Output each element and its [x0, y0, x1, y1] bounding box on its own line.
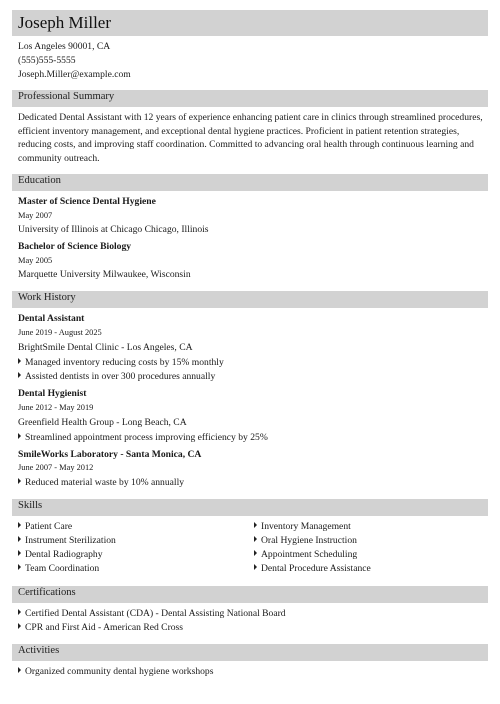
certification-item — [18, 608, 286, 619]
job-bullet — [18, 477, 184, 488]
bullet-icon — [18, 667, 21, 673]
degree-date: May 2007 — [18, 211, 53, 220]
bullet-icon — [254, 522, 257, 528]
skills-heading: Skills — [18, 500, 43, 511]
job-dates: June 2012 - May 2019 — [18, 403, 94, 412]
candidate-name: Joseph Miller — [18, 13, 112, 32]
skill-item — [254, 563, 371, 574]
activities-header — [12, 644, 488, 661]
skill-item — [18, 549, 103, 560]
bullet-icon — [18, 522, 21, 528]
bullet-icon — [18, 550, 21, 556]
skill-item — [254, 521, 351, 532]
degree-date: May 2005 — [18, 256, 53, 265]
bullet-icon — [18, 358, 21, 364]
job-bullet-text: Streamlined appointment process improving efficiency by 25% — [25, 432, 268, 443]
skill-text: Patient Care — [25, 521, 73, 532]
bullet-icon — [254, 550, 257, 556]
skill-item — [254, 549, 357, 560]
degree-title: Bachelor of Science Biology — [18, 241, 132, 252]
job-company: BrightSmile Dental Clinic - Los Angeles, CA — [18, 342, 193, 353]
job-bullet-text: Assisted dentists in over 300 procedures annually — [25, 371, 216, 382]
skills-header — [12, 499, 488, 516]
job-bullet — [18, 371, 215, 382]
skill-text: Oral Hygiene Instruction — [261, 535, 357, 546]
education-header — [12, 174, 488, 191]
certification-text: CPR and First Aid - American Red Cross — [25, 622, 184, 633]
bullet-icon — [18, 564, 21, 570]
bullet-icon — [18, 623, 21, 629]
certification-item — [18, 622, 183, 633]
activity-text: Organized community dental hygiene workshops — [25, 666, 214, 677]
skill-item — [18, 535, 116, 546]
degree-title: Master of Science Dental Hygiene — [18, 196, 156, 207]
job-title: Dental Assistant — [18, 313, 85, 324]
job-bullet — [18, 357, 224, 368]
school-name: University of Illinois at Chicago Chicago, Illinois — [18, 224, 209, 235]
skill-item — [254, 535, 357, 546]
contact-address: Los Angeles 90001, CA — [18, 41, 111, 52]
activities-heading: Activities — [18, 645, 60, 656]
work-header — [12, 291, 488, 308]
job-company: Greenfield Health Group - Long Beach, CA — [18, 417, 187, 428]
skill-text: Inventory Management — [261, 521, 351, 532]
name-header — [12, 10, 488, 36]
skill-text: Instrument Sterilization — [25, 535, 116, 546]
bullet-icon — [18, 433, 21, 439]
work-heading: Work History — [18, 292, 76, 303]
skill-text: Dental Procedure Assistance — [261, 563, 371, 574]
certifications-heading: Certifications — [18, 587, 76, 598]
summary-heading: Professional Summary — [18, 91, 115, 102]
summary-text: Dedicated Dental Assistant with 12 years of experience enhancing patient care in clinics through streamlined procedures, efficient inventory management, and exceptional dental hygiene practices. Proficient in patient retention strategies, reducing costs, and improving staff coordination. Committed to advancing oral health through continuous learning and community outreach. — [18, 112, 483, 164]
summary-header — [12, 90, 488, 107]
job-title: SmileWorks Laboratory - Santa Monica, CA — [18, 449, 202, 460]
bullet-icon — [18, 478, 21, 484]
skill-item — [18, 521, 72, 532]
skill-text: Appointment Scheduling — [261, 549, 358, 560]
bullet-icon — [18, 536, 21, 542]
bullet-icon — [254, 564, 257, 570]
education-heading: Education — [18, 175, 61, 186]
skill-text: Team Coordination — [25, 563, 100, 574]
job-title: Dental Hygienist — [18, 388, 87, 399]
job-dates: June 2019 - August 2025 — [18, 328, 102, 337]
job-bullet-text: Managed inventory reducing costs by 15% monthly — [25, 357, 224, 368]
job-bullet — [18, 432, 268, 443]
skill-item — [18, 563, 99, 574]
contact-email[interactable]: Joseph.Miller@example.com — [18, 69, 131, 80]
job-bullet-text: Reduced material waste by 10% annually — [25, 477, 185, 488]
job-dates: June 2007 - May 2012 — [18, 463, 94, 472]
certifications-header — [12, 586, 488, 603]
school-name: Marquette University Milwaukee, Wisconsin — [18, 269, 191, 280]
skill-text: Dental Radiography — [25, 549, 103, 560]
contact-phone: (555)555-5555 — [18, 55, 76, 66]
bullet-icon — [254, 536, 257, 542]
bullet-icon — [18, 609, 21, 615]
certification-text: Certified Dental Assistant (CDA) - Dental Assisting National Board — [25, 608, 286, 619]
bullet-icon — [18, 372, 21, 378]
activity-item — [18, 666, 213, 677]
